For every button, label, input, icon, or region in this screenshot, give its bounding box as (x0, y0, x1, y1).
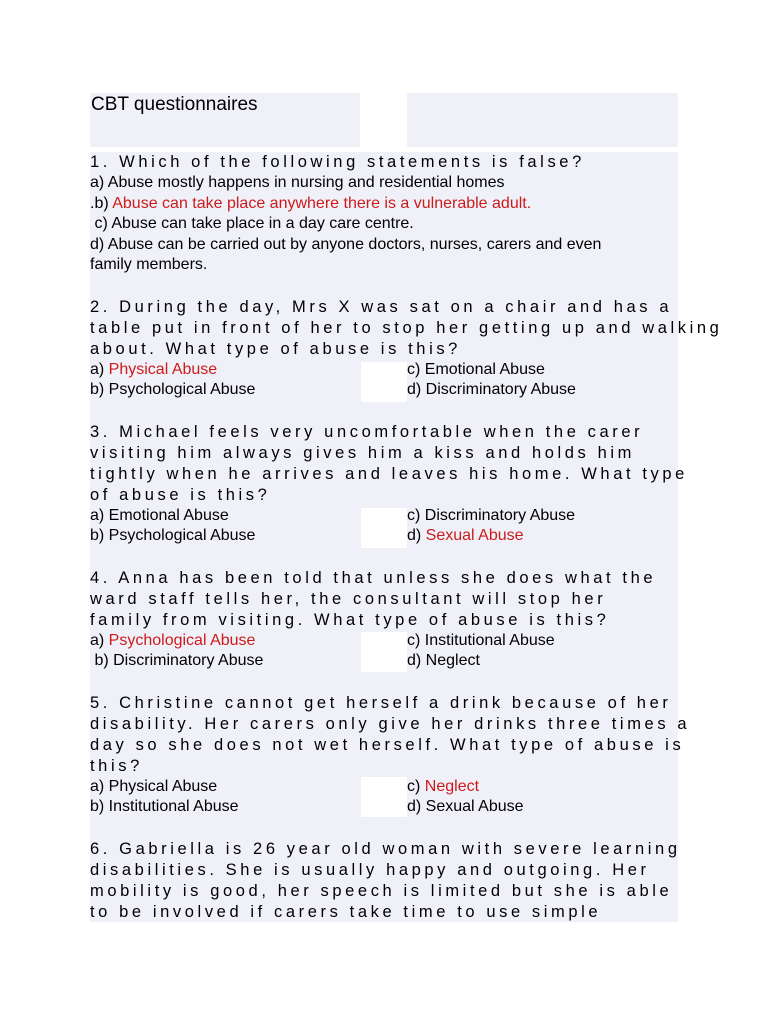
option-text: Institutional Abuse (108, 798, 239, 815)
option-prefix: a) (90, 360, 109, 378)
option-prefix: a) (90, 506, 109, 524)
option-c (407, 360, 545, 381)
option-prefix: b) (90, 381, 109, 398)
option-a (90, 506, 407, 527)
option-prefix: c) (407, 777, 425, 795)
options-row (90, 360, 678, 381)
option-c (90, 214, 678, 235)
question-3 (90, 422, 688, 547)
options-row (90, 506, 678, 527)
option-a-answer (90, 631, 407, 652)
question-2 (90, 297, 723, 401)
option-text: Neglect (425, 652, 480, 669)
option-c (407, 506, 575, 527)
question-text-line: 5. Christine cannot get herself a drink because of her (90, 693, 672, 712)
question-text-line: ward staff tells her, the consultant will stop her (90, 589, 607, 608)
option-prefix: a) (90, 777, 109, 795)
option-text: Abuse mostly happens in nursing and residential homes (107, 174, 505, 191)
option-prefix: c) (407, 631, 425, 649)
option-text: Discriminatory Abuse (424, 506, 576, 524)
option-text: Sexual Abuse (425, 798, 524, 815)
question-5 (90, 693, 691, 818)
option-b (90, 651, 407, 672)
option-prefix: a) (90, 631, 109, 649)
option-text-correct: Sexual Abuse (425, 527, 524, 544)
question-text-line: about. What type of abuse is this? (90, 339, 461, 358)
option-text: Psychological Abuse (108, 527, 256, 544)
option-d (407, 797, 524, 818)
options-row (90, 797, 678, 818)
option-a-answer (90, 360, 407, 381)
option-text: Discriminatory Abuse (425, 381, 576, 398)
option-text-correct: Physical Abuse (108, 360, 218, 378)
option-prefix: d) (407, 652, 426, 669)
question-text-line: tightly when he arrives and leaves his home. What type (90, 464, 688, 483)
option-prefix: c) (407, 360, 425, 378)
question-text-line: table put in front of her to stop her getting up and walking (90, 318, 723, 337)
option-text: Emotional Abuse (108, 506, 229, 524)
option-text: Discriminatory Abuse (113, 652, 264, 669)
options-row (90, 777, 678, 798)
question-text-line: mobility is good, her speech is limited but she is able (90, 881, 673, 900)
question-4 (90, 568, 678, 672)
option-text: Institutional Abuse (424, 631, 555, 649)
option-prefix: b) (90, 798, 109, 815)
option-c (407, 631, 555, 652)
option-text-correct: Psychological Abuse (108, 631, 256, 649)
questionnaire (90, 152, 723, 944)
option-d (407, 651, 480, 672)
question-text-line: disability. Her carers only give her drinks three times a (90, 714, 691, 733)
option-prefix: .b) (90, 194, 113, 212)
option-a (90, 777, 407, 798)
title-cell-right (407, 93, 678, 147)
question-text-line: 3. Michael feels very uncomfortable when the carer (90, 422, 644, 441)
option-b (90, 526, 407, 547)
option-text-correct: Neglect (424, 777, 480, 795)
option-prefix: c) (90, 215, 112, 232)
option-text: Emotional Abuse (424, 360, 545, 378)
question-text-line: disabilities. She is usually happy and outgoing. Her (90, 860, 650, 879)
question-text-line: family from visiting. What type of abuse is this? (90, 610, 610, 629)
option-d (90, 235, 678, 256)
option-b-answer (90, 194, 678, 215)
question-6 (90, 839, 681, 923)
option-prefix: b) (90, 527, 109, 544)
options-row (90, 526, 678, 547)
option-d-answer (407, 526, 524, 547)
document-title: CBT questionnaires (91, 94, 258, 115)
options-row (90, 651, 678, 672)
option-c-answer (407, 777, 479, 798)
option-b (90, 380, 407, 401)
option-prefix: d) (90, 235, 108, 253)
option-prefix: d) (407, 381, 426, 398)
option-text: Abuse can be carried out by anyone doctors, nurses, carers and even (107, 235, 602, 253)
option-prefix: b) (90, 652, 114, 669)
option-prefix: a) (90, 174, 108, 191)
option-text: Psychological Abuse (108, 381, 256, 398)
option-text-correct: Abuse can take place anywhere there is a vulnerable adult. (112, 194, 532, 212)
question-text-line: 6. Gabriella is 26 year old woman with severe learning (90, 839, 681, 858)
question-1 (90, 152, 678, 276)
option-text: family members. (90, 256, 208, 273)
option-prefix: d) (407, 527, 426, 544)
options-row (90, 380, 678, 401)
option-text: Abuse can take place in a day care centre. (111, 215, 414, 232)
question-text-line: 2. During the day, Mrs X was sat on a chair and has a (90, 297, 673, 316)
option-prefix: d) (407, 798, 426, 815)
question-text-line: this? (90, 756, 143, 775)
options-row (90, 631, 678, 652)
question-text-line: visiting him always gives him a kiss and holds him (90, 443, 635, 462)
option-a (90, 173, 678, 194)
option-prefix: c) (407, 506, 425, 524)
question-text-line: 4. Anna has been told that unless she does what the (90, 568, 657, 587)
option-d-continued (90, 255, 678, 276)
question-text-line: to be involved if carers take time to use simple (90, 902, 602, 921)
question-text-line: of abuse is this? (90, 485, 271, 504)
option-d (407, 380, 576, 401)
question-text-line: day so she does not wet herself. What type of abuse is (90, 735, 685, 754)
option-text: Physical Abuse (108, 777, 218, 795)
question-text-line: 1. Which of the following statements is false? (90, 153, 585, 171)
option-b (90, 797, 407, 818)
